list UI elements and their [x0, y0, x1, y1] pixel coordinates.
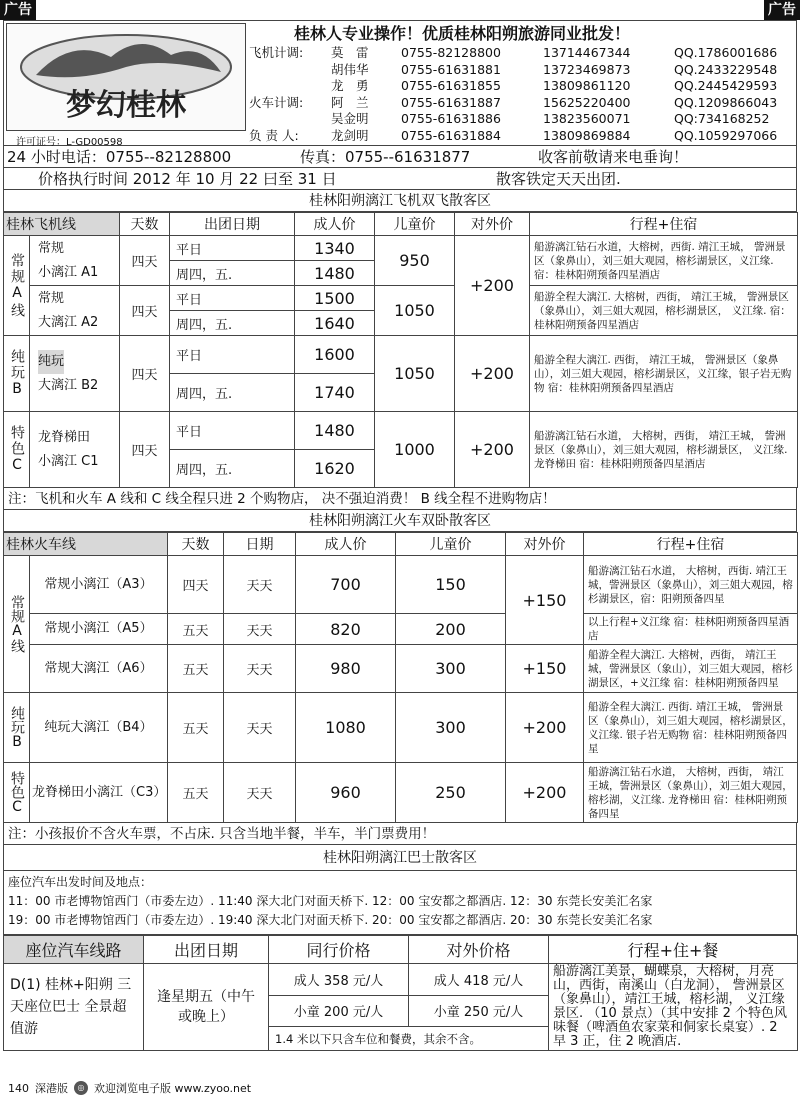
flight-itinerary: 船游漓江钻石水道， 大榕树，西街， 靖江王城， 訾洲景区（象鼻山），刘三姐大观园，榕杉湖景区， 义江缘. 龙脊梯田 宿：桂林阳朔预备四星酒店 — [530, 412, 798, 488]
route-name-2: 大漓江 A2 — [38, 314, 99, 330]
train-header: 桂林火车线 — [4, 533, 168, 556]
train-days: 四天 — [168, 556, 224, 614]
contact-role — [249, 111, 331, 128]
flight-adult-price: 1480 — [295, 261, 375, 286]
bus-header: 出团日期 — [144, 936, 269, 964]
flight-date: 平日 — [170, 236, 295, 261]
bus-table — [3, 935, 798, 1051]
contact-role — [249, 62, 331, 79]
contact-name: 莫 雷 — [331, 45, 369, 60]
contact-mobile: 13809861120 — [543, 78, 631, 93]
flight-header: 对外价 — [455, 213, 530, 236]
contact-name: 龙剑明 — [331, 127, 369, 143]
contact-qq: QQ.1059297066 — [674, 127, 778, 143]
route-name-2: 小漓江 A1 — [38, 264, 99, 280]
route-name-2: 大漓江 B2 — [38, 377, 99, 393]
flight-line-label: 特色C — [4, 412, 30, 488]
contacts — [249, 45, 794, 144]
train-row — [4, 645, 798, 693]
flight-section-title: 桂林阳朔漓江飞机双飞散客区 — [3, 190, 797, 212]
contact-role: 飞机计调: — [249, 45, 304, 60]
flight-adult-price: 1620 — [295, 450, 375, 488]
bus-ext-adult: 成人 418 元/人 — [409, 964, 549, 996]
contact-row — [249, 111, 794, 128]
flight-child-price: 950 — [375, 236, 455, 286]
train-header-row — [4, 533, 798, 556]
train-row — [4, 763, 798, 823]
flight-line-label: 常规A线 — [4, 236, 30, 336]
train-route-name: 龙脊梯田小漓江（C3） — [30, 763, 168, 823]
flight-itinerary: 船游漓江钻石水道，大榕树，西街. 靖江王城， 訾洲景区（象鼻山），刘三姐大观园，榕杉湖景区，义江缘. 宿：桂林阳朔预备四星酒店 — [530, 236, 798, 286]
train-line-label: 特色C — [4, 763, 30, 823]
price-period: 价格执行时间 2012 年 10 月 22 曰至 31 日 — [38, 170, 337, 188]
train-route-name: 常规小漓江（A5） — [30, 614, 168, 645]
slogan: 桂林人专业操作！优质桂林阳朔旅游同业批发！ — [294, 24, 631, 43]
flight-adult-price: 1480 — [295, 412, 375, 450]
flight-adult-price: 1600 — [295, 336, 375, 374]
contact-qq: QQ.2445429593 — [674, 78, 778, 93]
flight-note: 注：飞机和火车 A 线和 C 线全程只进 2 个购物店， 决不强迫消费！ B 线全程不进购物店！ — [3, 488, 797, 510]
flight-row — [4, 286, 798, 311]
train-date: 天天 — [224, 693, 296, 763]
flight-header: 儿童价 — [375, 213, 455, 236]
flight-days: 四天 — [120, 412, 170, 488]
train-row — [4, 614, 798, 645]
train-itinerary: 以上行程+义江缘 宿：桂林阳朔预备四星酒店 — [584, 614, 798, 645]
bus-peer-adult: 成人 358 元/人 — [269, 964, 409, 996]
contact-tel: 0755-61631886 — [401, 111, 501, 126]
flight-child-price: 1050 — [375, 336, 455, 412]
bus-departure-line: 11：00 市老博物馆西门（市委左边）. 11:40 深大北门对面天桥下. 12：00 宝安都之都酒店. 12：30 东莞长安美汇名家 — [8, 894, 653, 908]
bus-departures — [3, 871, 797, 935]
contact-tel: 0755-61631881 — [401, 61, 501, 77]
flight-header: 成人价 — [295, 213, 375, 236]
train-route-name: 常规大漓江（A6） — [30, 645, 168, 693]
train-external-price: +150 — [506, 645, 584, 693]
flight-child-price: 1050 — [375, 286, 455, 336]
bus-header: 对外价格 — [409, 936, 549, 964]
contact-row — [249, 78, 794, 95]
contact-mobile: 13823560071 — [543, 111, 631, 126]
bus-departure-line: 19：00 市老博物馆西门（市委左边）. 19:40 深大北门对面天桥下. 20：00 宝安都之都酒店. 20：30 东莞长安美汇名家 — [8, 913, 653, 927]
train-days: 五天 — [168, 645, 224, 693]
contact-role: 负 责 人: — [249, 127, 299, 143]
route-name-1: 龙脊梯田 — [38, 429, 91, 445]
train-child-price: 150 — [396, 556, 506, 614]
train-row — [4, 693, 798, 763]
train-header: 行程+住宿 — [584, 533, 798, 556]
footer — [8, 1080, 251, 1096]
fax: 传真：0755--61631877 — [300, 148, 471, 166]
logo — [6, 23, 246, 131]
train-child-price: 200 — [396, 614, 506, 645]
logo-graphic — [11, 27, 241, 127]
contact-tel: 0755-82128800 — [401, 45, 501, 60]
train-adult-price: 700 — [296, 556, 396, 614]
page-number: 140 — [8, 1081, 29, 1095]
train-adult-price: 820 — [296, 614, 396, 645]
contact-mobile: 13723469873 — [543, 61, 631, 77]
contact-role — [249, 78, 331, 95]
route-name-1: 常规 — [38, 290, 65, 306]
train-date: 天天 — [224, 763, 296, 823]
contact-qq: QQ.1209866043 — [674, 94, 778, 110]
train-itinerary: 船游全程大漓江. 大榕树，西街， 靖江王城，訾洲景区（象山），刘三姐大观园，榕杉湖景区，+义江缘 宿：桂林阳朔预备四星 — [584, 645, 798, 693]
flight-adult-price: 1640 — [295, 311, 375, 336]
hotline: 24 小时电话：0755--82128800 — [7, 148, 232, 166]
contact-mobile: 13809869884 — [543, 127, 631, 143]
train-days: 五天 — [168, 614, 224, 645]
flight-external-price: +200 — [455, 336, 530, 412]
bus-header: 行程+住+餐 — [549, 936, 798, 964]
contact-qq: QQ:734168252 — [674, 111, 770, 126]
contact-row — [249, 128, 794, 145]
ad-tag-right: 广告 — [764, 0, 800, 20]
contact-name: 龙 勇 — [331, 78, 369, 93]
train-line-label: 纯玩B — [4, 693, 30, 763]
flight-line-label: 纯玩B — [4, 336, 30, 412]
train-header: 儿童价 — [396, 533, 506, 556]
train-header: 对外价 — [506, 533, 584, 556]
flight-header: 行程+住宿 — [530, 213, 798, 236]
train-external-price: +200 — [506, 763, 584, 823]
train-external-price: +150 — [506, 556, 584, 645]
train-itinerary: 船游漓江钻石水道， 大榕树，西街， 靖江王城，訾洲景区（象鼻山），刘三姐大观园，榕杉湖，义江缘. 龙脊梯田 宿：桂林阳朔预备四星 — [584, 763, 798, 823]
flight-date: 周四，五. — [170, 261, 295, 286]
contact-row — [249, 95, 794, 112]
flight-route-name — [30, 286, 120, 336]
train-row — [4, 556, 798, 614]
train-date: 天天 — [224, 556, 296, 614]
bus-header: 同行价格 — [269, 936, 409, 964]
train-child-price: 300 — [396, 693, 506, 763]
contact-name: 胡伟华 — [331, 61, 369, 77]
flight-header: 桂林飞机线 — [4, 213, 120, 236]
info-line-1 — [3, 146, 797, 168]
train-section-title: 桂林阳朔漓江火车双卧散客区 — [3, 510, 797, 532]
bus-section-title: 桂林阳朔漓江巴士散客区 — [3, 845, 797, 871]
flight-itinerary: 船游全程大漓江. 大榕树，西街， 靖江王城， 訾洲景区（象鼻山），刘三姐大观园，榕杉湖景区， 义江缘. 宿：桂林阳朔预备四星酒店 — [530, 286, 798, 336]
contact-mobile: 13714467344 — [543, 45, 631, 60]
flight-days: 四天 — [120, 286, 170, 336]
header — [3, 20, 797, 146]
logo-text: 梦幻桂林 — [66, 88, 186, 123]
train-child-price: 300 — [396, 645, 506, 693]
train-itinerary: 船游全程大漓江. 西街. 靖江王城， 訾洲景区（象鼻山），刘三姐大观园，榕杉湖景区，义江缘. 银子岩无购物 宿：桂林阳朔预备四星 — [584, 693, 798, 763]
daily-departure: 散客铁定天天出团. — [496, 170, 621, 188]
flight-external-price: +200 — [455, 236, 530, 336]
train-external-price: +200 — [506, 693, 584, 763]
flight-adult-price: 1740 — [295, 374, 375, 412]
train-days: 五天 — [168, 693, 224, 763]
ad-tag-left: 广告 — [0, 0, 36, 20]
flight-adult-price: 1340 — [295, 236, 375, 261]
flight-days: 四天 — [120, 336, 170, 412]
train-itinerary: 船游漓江钻石水道， 大榕树，西街. 靖江王城，訾洲景区（象鼻山），刘三姐大观园，榕杉湖景区，宿：阳朔预备四星 — [584, 556, 798, 614]
train-table — [3, 532, 798, 823]
contact-tel: 0755-61631887 — [401, 94, 501, 110]
inquiry-notice: 收客前敬请来电垂询！ — [538, 148, 689, 166]
flight-date: 平日 — [170, 336, 295, 374]
train-days: 五天 — [168, 763, 224, 823]
flight-header: 出团日期 — [170, 213, 295, 236]
flight-header-row — [4, 213, 798, 236]
flight-route-name — [30, 236, 120, 286]
contact-qq: QQ.1786001686 — [674, 45, 778, 60]
flight-date: 平日 — [170, 412, 295, 450]
bus-header: 座位汽车线路 — [4, 936, 144, 964]
website: 欢迎浏览电子版 www.zyoo.net — [94, 1082, 252, 1095]
train-line-label: 常规A线 — [4, 556, 30, 693]
flight-date: 周四，五. — [170, 311, 295, 336]
contact-tel: 0755-61631884 — [401, 127, 501, 143]
flight-table — [3, 212, 798, 488]
flight-itinerary: 船游全程大漓江. 西街， 靖江王城， 訾洲景区（象鼻山），刘三姐大观园，榕杉湖景区，义江缘，银子岩无购物 宿：桂林阳朔预备四星酒店 — [530, 336, 798, 412]
bus-dates: 逢星期五（中午或晚上） — [144, 964, 269, 1051]
bus-itinerary: 船游漓江美景，蝴蝶泉，大榕树，月亮山，西街，南溪山（白龙洞）， 訾洲景区（象鼻山），靖江王城，榕杉湖， 义江缘景区. （10 景点）（其中安排 2 个特色风味餐（啤酒鱼农家菜和侗家长桌宴）. 2 早 3 正，住 2 晚酒店. — [549, 964, 798, 1051]
bus-route: D(1) 桂林+阳朔 三天座位巴士 全景超值游 — [4, 964, 144, 1051]
flight-days: 四天 — [120, 236, 170, 286]
flight-route-name — [30, 412, 120, 488]
flight-external-price: +200 — [455, 412, 530, 488]
bus-note: 1.4 米以下只含车位和餐费，其余不含。 — [269, 1027, 549, 1051]
page — [3, 20, 797, 1051]
route-name-2: 小漓江 C1 — [38, 453, 99, 469]
train-route-name: 纯玩大漓江（B4） — [30, 693, 168, 763]
contact-row — [249, 45, 794, 62]
contact-qq: QQ.2433229548 — [674, 61, 778, 77]
flight-route-name — [30, 336, 120, 412]
contact-role: 火车计调: — [249, 94, 304, 110]
license-number: 许可证号：L-GD00598 — [16, 137, 123, 148]
train-route-name: 常规小漓江（A3） — [30, 556, 168, 614]
train-header: 成人价 — [296, 533, 396, 556]
train-date: 天天 — [224, 645, 296, 693]
flight-child-price: 1000 — [375, 412, 455, 488]
flight-adult-price: 1500 — [295, 286, 375, 311]
flight-date: 周四，五. — [170, 450, 295, 488]
flight-row — [4, 412, 798, 450]
info-line-2 — [3, 168, 797, 190]
contact-tel: 0755-61631855 — [401, 78, 501, 93]
train-adult-price: 960 — [296, 763, 396, 823]
globe-icon: ◎ — [74, 1081, 88, 1095]
train-date: 天天 — [224, 614, 296, 645]
flight-row — [4, 236, 798, 261]
train-header: 天数 — [168, 533, 224, 556]
train-child-price: 250 — [396, 763, 506, 823]
route-name-1: 纯玩 — [38, 350, 64, 374]
flight-header: 天数 — [120, 213, 170, 236]
edition: 深港版 — [35, 1082, 68, 1095]
train-adult-price: 1080 — [296, 693, 396, 763]
route-name-1: 常规 — [38, 240, 65, 256]
flight-date: 周四，五. — [170, 374, 295, 412]
train-note: 注：小孩报价不含火车票，不占床. 只含当地半餐，半车，半门票费用！ — [3, 823, 797, 845]
bus-ext-child: 小童 250 元/人 — [409, 995, 549, 1027]
flight-date: 平日 — [170, 286, 295, 311]
contact-mobile: 15625220400 — [543, 94, 631, 110]
flight-row — [4, 336, 798, 374]
contact-row — [249, 62, 794, 79]
train-adult-price: 980 — [296, 645, 396, 693]
contact-name: 阿 兰 — [331, 94, 369, 110]
bus-peer-child: 小童 200 元/人 — [269, 995, 409, 1027]
contact-name: 吴金明 — [331, 111, 369, 126]
bus-departure-title: 座位汽车出发时间及地点： — [8, 875, 153, 889]
train-header: 日期 — [224, 533, 296, 556]
